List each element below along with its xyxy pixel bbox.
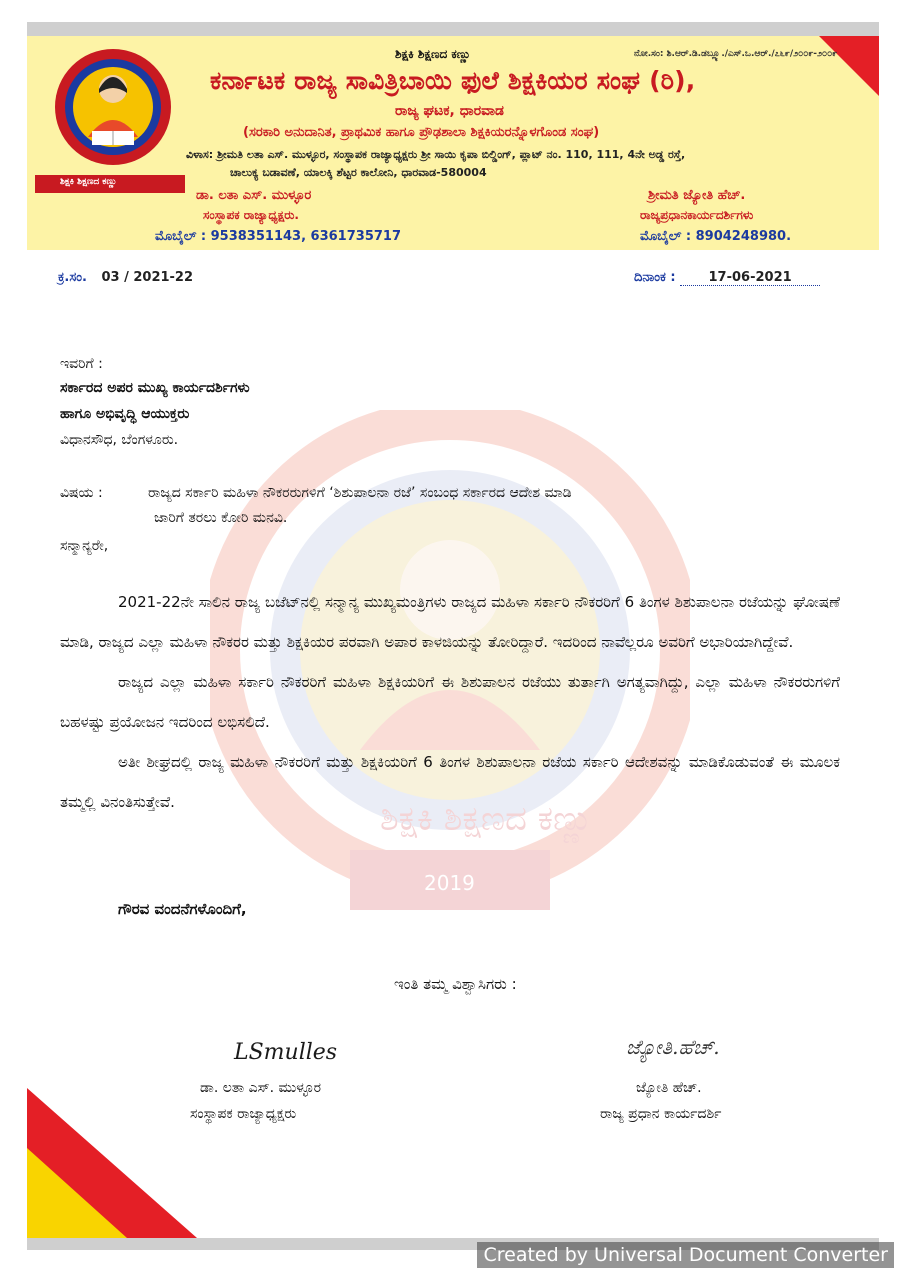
president-role: ಸಂಸ್ಥಾಪಕ ರಾಜ್ಯಾಧ್ಯಕ್ಷರು. (203, 208, 299, 222)
salutation: ಸನ್ಮಾನ್ಯರೇ, (60, 538, 109, 554)
letter-date (634, 270, 820, 286)
body-paragraph-1: 2021-22ನೇ ಸಾಲಿನ ರಾಜ್ಯ ಬಜೆಟ್‌ನಲ್ಲಿ ಸನ್ಮಾನ್ಯ ಮುಖ್ಯಮಂತ್ರಿಗಳು ರಾಜ್ಯದ ಮಹಿಳಾ ಸರ್ಕಾರಿ ನೌಕರರಿಗೆ 6 ತಿಂಗಳ ಶಿಶುಪಾಲನಾ ರಜೆಯನ್ನು ಘೋಷಣೆ ಮಾಡಿ, ರಾಜ್ಯದ ಎಲ್ಲಾ ಮಹಿಳಾ ನೌಕರರ ಮತ್ತು ಶಿಕ್ಷಕಿಯರ ಪರವಾಗಿ ಅಪಾರ ಕಾಳಜಿಯನ್ನು ತೋರಿದ್ದಾರೆ. ಇದರಿಂದ ನಾವೆಲ್ಲರೂ ಅವರಿಗೆ ಅಭಾರಿಯಾಗಿದ್ದೇವೆ. (60, 593, 840, 651)
address-line-1: ವಿಳಾಸ: ಶ್ರೀಮತಿ ಲತಾ ಎಸ್. ಮುಳ್ಳೂರ, ಸಂಸ್ಥಾಪಕ ರಾಜ್ಯಾಧ್ಯಕ್ಷರು ಶ್ರೀ ಸಾಯಿ ಕೃಪಾ ಬಿಲ್ಡಿಂಗ್, ಪ್ಲಾಟ್ ನಂ. 110, 111, 4ನೇ ಅಡ್ಡ ರಸ್ತೆ, (186, 148, 686, 161)
body-paragraph-3: ಅತೀ ಶೀಘ್ರದಲ್ಲಿ ರಾಜ್ಯ ಮಹಿಳಾ ನೌಕರರಿಗೆ ಮತ್ತು ಶಿಕ್ಷಕಿಯರಿಗೆ 6 ತಿಂಗಳ ಶಿಶುಪಾಲನಾ ರಜೆಯ ಸರ್ಕಾರಿ ಆದೇಶವನ್ನು ಮಾಡಿಕೊಡುವಂತೆ ಈ ಮೂಲಕ ತಮ್ಮಲ್ಲಿ ವಿನಂತಿಸುತ್ತೇವೆ. (60, 753, 840, 811)
secretary-mobile: ಮೊಬೈಲ್ : 8904248980. (640, 229, 792, 244)
footer-yellow-accent (27, 1148, 127, 1238)
president-mobile: ಮೊಬೈಲ್ : 9538351143, 6361735717 (155, 229, 402, 244)
subject-label: ವಿಷಯ : (60, 485, 103, 501)
reference-value: 03 / 2021-22 (101, 270, 194, 285)
association-logo (52, 45, 174, 193)
converter-watermark: Created by Universal Document Converter (477, 1242, 894, 1268)
logo-motto: ಶಿಕ್ಷಕಿ ಶಿಕ್ಷಣದ ಕಣ್ಣು (60, 177, 117, 187)
body-paragraph-2: ರಾಜ್ಯದ ಎಲ್ಲಾ ಮಹಿಳಾ ಸರ್ಕಾರಿ ನೌಕರರಿಗೆ ಮಹಿಳಾ ಶಿಕ್ಷಕಿಯರಿಗೆ ಈ ಶಿಶುಪಾಲನ ರಜೆಯು ತುರ್ತಾಗಿ ಅಗತ್ಯವಾಗಿದ್ದು, ಎಲ್ಲಾ ಮಹಿಳಾ ನೌಕರರುಗಳಿಗೆ ಬಹಳಷ್ಟು ಪ್ರಯೋಜನ ಇದರಿಂದ ಲಭಿಸಲಿದೆ. (60, 673, 840, 731)
association-unit: ರಾಜ್ಯ ಘಟಕ, ಧಾರವಾಡ (395, 103, 504, 119)
reference-number (58, 270, 193, 285)
right-signatory-name: ಜ್ಯೋತಿ ಹೆಚ್. (636, 1080, 702, 1096)
yours-faithfully: ಇಂತಿ ತಮ್ಮ ವಿಶ್ವಾಸಿಗರು : (394, 975, 517, 993)
letterhead-top-strip (27, 22, 879, 36)
subject-line-1: ರಾಜ್ಯದ ಸರ್ಕಾರಿ ಮಹಿಳಾ ನೌಕರರುಗಳಿಗೆ ‘ಶಿಶುಪಾಲನಾ ರಜೆ’ ಸಂಬಂಧ ಸರ್ಕಾರದ ಆದೇಶ ಮಾಡಿ (148, 485, 572, 501)
letter-body (60, 582, 840, 822)
watermark-motto: ಶಿಕ್ಷಕಿ ಶಿಕ್ಷಣದ ಕಣ್ಣು (380, 799, 593, 839)
recipient-line-1: ಸರ್ಕಾರದ ಅಪರ ಮುಖ್ಯ ಕಾರ್ಯದರ್ಶಿಗಳು (60, 380, 250, 396)
association-title: ಕರ್ನಾಟಕ ರಾಜ್ಯ ಸಾವಿತ್ರಿಬಾಯಿ ಫುಲೆ ಶಿಕ್ಷಕಿಯರ ಸಂಘ (ರಿ), (210, 66, 696, 95)
registration-number: ನೋ.ಸಂ: ಶಿ.ಆರ್.ಡಿ.ಡಬ್ಲ್ಯೂ./ಎಸ್.ಒ.ಆರ್./೭೬೯/೨೦೦೯-೨೦೦೯ (634, 49, 838, 59)
subject-line-2: ಜಾರಿಗೆ ತರಲು ಕೋರಿ ಮನವಿ. (154, 510, 288, 526)
recipient-line-3: ವಿಧಾನಸೌಧ, ಬೆಂಗಳೂರು. (60, 432, 179, 448)
right-signatory-role: ರಾಜ್ಯ ಪ್ರಧಾನ ಕಾರ್ಯದರ್ಶಿ (600, 1106, 722, 1122)
reference-label: ಕ್ರ.ಸಂ. (58, 270, 87, 285)
recipient-heading: ಇವರಿಗೆ : (60, 356, 103, 372)
letterhead-tagline: ಶಿಕ್ಷಕಿ ಶಿಕ್ಷಣದ ಕಣ್ಣು (395, 47, 471, 61)
association-description: (ಸರಕಾರಿ ಅನುದಾನಿತ, ಪ್ರಾಥಮಿಕ ಹಾಗೂ ಪ್ರೌಢಶಾಲಾ ಶಿಕ್ಷಕಿಯರನ್ನೊಳಗೊಂಡ ಸಂಘ) (243, 125, 600, 140)
secretary-role: ರಾಜ್ಯಪ್ರಧಾನಕಾರ್ಯದರ್ಶಿಗಳು (640, 208, 754, 222)
left-signature: LSmulles (234, 1040, 338, 1065)
recipient-line-2: ಹಾಗೂ ಅಭಿವೃದ್ಧಿ ಆಯುಕ್ತರು (60, 406, 190, 422)
closing: ಗೌರವ ವಂದನೆಗಳೊಂದಿಗೆ, (118, 900, 247, 918)
secretary-name: ಶ್ರೀಮತಿ ಜ್ಯೋತಿ ಹೆಚ್. (648, 188, 746, 203)
date-label: ದಿನಾಂಕ : (634, 270, 676, 285)
left-signatory-role: ಸಂಸ್ಥಾಪಕ ರಾಜ್ಯಾಧ್ಯಕ್ಷರು (190, 1106, 297, 1122)
president-name: ಡಾ. ಲತಾ ಎಸ್. ಮುಳ್ಳೂರ (196, 188, 312, 203)
watermark-year: 2019 (424, 871, 475, 895)
left-signatory-name: ಡಾ. ಲತಾ ಎಸ್. ಮುಳ್ಳೂರ (200, 1080, 322, 1096)
address-line-2: ಚಾಲುಕ್ಯ ಬಡಾವಣೆ, ಯಾಲಕ್ಕಿ ಶೆಟ್ಟರ ಕಾಲೋನಿ, ಧಾರವಾಡ-580004 (230, 166, 487, 179)
right-signature: ಜ್ಯೋತಿ.ಹೆಚ್. (626, 1035, 720, 1059)
date-value: 17-06-2021 (680, 270, 820, 286)
